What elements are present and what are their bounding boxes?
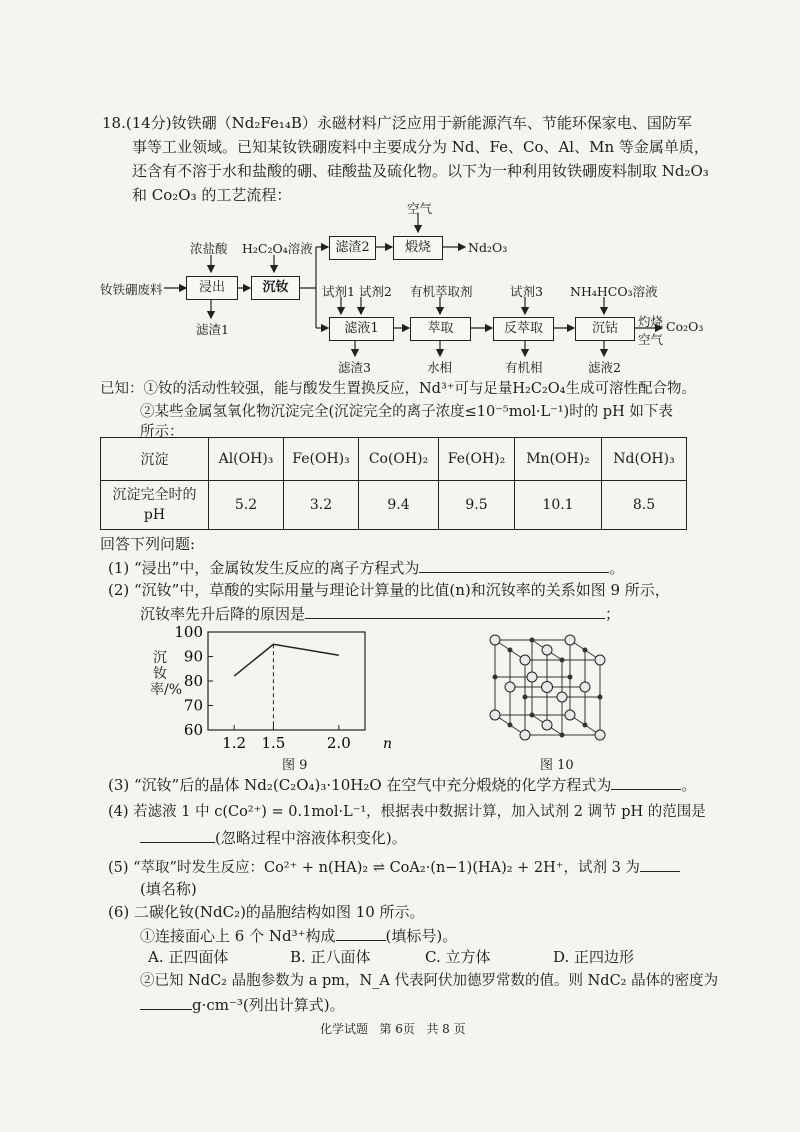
label-nd2o3: Nd₂O₃ <box>468 240 508 255</box>
box-calcine: 煅烧 <box>393 236 443 260</box>
q1-end: 。 <box>609 559 625 577</box>
figure-10-caption: 图 10 <box>540 758 574 773</box>
label-co2o3: Co₂O₃ <box>666 319 704 334</box>
label-residue1: 滤渣1 <box>196 322 229 337</box>
question-5a-text: (5) “萃取”时发生反应：Co²⁺ + n(HA)₂ ⇌ CoA₂·(n−1)(HA)₂ + 2H⁺，试剂 3 为 <box>108 860 640 876</box>
x-tick-label: 2.0 <box>326 734 351 752</box>
row-label-line1: 沉淀完全时的 <box>112 487 197 503</box>
question-6: (6) 二碳化钕(NdC₂)的晶胞结构如图 10 所示。 <box>108 903 425 921</box>
answer-blank[interactable] <box>419 556 609 573</box>
question-1-text: (1) “浸出”中，金属钕发生反应的离子方程式为 <box>108 559 420 577</box>
x-tick-label: 1.2 <box>222 734 247 752</box>
box-filtrate1: 滤液1 <box>329 317 394 341</box>
label-conc-hcl: 浓盐酸 <box>190 241 228 256</box>
table-header-cell: Mn(OH)₂ <box>515 438 602 481</box>
answer-blank[interactable] <box>305 602 605 619</box>
question-6b: ②已知 NdC₂ 晶胞参数为 a pm，N_A 代表阿伏加德罗常数的值。则 NdC₂ 晶体的密度为 <box>140 973 719 989</box>
ph-table <box>100 437 687 530</box>
questions-intro: 回答下列问题: <box>100 535 196 553</box>
label-organic: 有机相 <box>505 360 543 375</box>
label-reagents12: 试剂1 试剂2 <box>322 284 392 299</box>
question-6c <box>140 993 345 1016</box>
label-burn: 灼烧 <box>638 314 664 329</box>
figure-10-crystal-cell <box>475 620 635 755</box>
table-header-cell: Co(OH)₂ <box>359 438 439 481</box>
table-header-cell: Fe(OH)₃ <box>284 438 359 481</box>
question-2a: (2) “沉钕”中，草酸的实际用量与理论计算量的比值(n)和沉钕率的关系如图 9 所示， <box>108 581 670 599</box>
option-d[interactable]: D. 正四边形 <box>553 948 635 966</box>
known-1: 已知：①钕的活动性较强，能与酸发生置换反应，Nd³⁺可与足量H₂C₂O₄生成可溶性配合物。 <box>100 381 696 397</box>
box-leach: 浸出 <box>186 276 238 300</box>
y-tick-label: 90 <box>183 647 203 666</box>
question-3-text: (3) “沉钕”后的晶体 Nd₂(C₂O₄)₃·10H₂O 在空气中充分煅烧的化学方程式为 <box>108 776 612 794</box>
table-cell: 8.5 <box>602 481 687 530</box>
option-b[interactable]: B. 正八面体 <box>290 948 371 966</box>
question-5a <box>108 855 680 879</box>
answer-blank[interactable] <box>640 855 680 872</box>
table-header-cell: Al(OH)₃ <box>209 438 284 481</box>
box-extraction: 萃取 <box>410 317 471 341</box>
series-line <box>234 644 339 676</box>
nd-atoms <box>490 635 605 740</box>
box-residue2: 滤渣2 <box>329 236 376 260</box>
x-axis-label: n <box>383 736 393 752</box>
table-cell: 9.4 <box>359 481 439 530</box>
table-row-header <box>101 438 687 481</box>
label-raw-waste: 钕铁硼废料 <box>100 282 163 297</box>
q3-end: 。 <box>681 776 697 794</box>
label-filtrate2: 滤液2 <box>588 360 621 375</box>
row-label-line2: pH <box>143 507 166 523</box>
label-air: 空气 <box>407 201 433 216</box>
q18-line3: 还含有不溶于水和盐酸的硼、硅酸盐及硫化物。以下为一种利用钕铁硼废料制取 Nd₂O₃ <box>132 162 709 180</box>
answer-blank[interactable] <box>140 993 192 1010</box>
question-4b-text: (忽略过程中溶液体积变化)。 <box>215 829 407 847</box>
box-co-precipitation: 沉钴 <box>575 317 635 341</box>
question-2b-text: 沉钕率先升后降的原因是 <box>140 605 306 623</box>
question-4a: (4) 若滤液 1 中 c(Co²⁺) = 0.1mol·L⁻¹，根据表中数据计算，加入试剂 2 调节 pH 的范围是 <box>108 804 706 820</box>
y-tick-label: 100 <box>174 623 203 641</box>
table-header-cell: Nd(OH)₃ <box>602 438 687 481</box>
table-row-label <box>101 481 209 530</box>
label-aqueous: 水相 <box>427 360 453 375</box>
y-axis-label: 沉钕率/% <box>150 650 183 698</box>
table-cell: 5.2 <box>209 481 284 530</box>
label-air2: 空气 <box>638 332 664 347</box>
q18-line1: 18.(14分)钕铁硼（Nd₂Fe₁₄B）永磁材料广泛应用于新能源汽车、节能环保家电、国防军 <box>102 114 692 132</box>
question-1 <box>108 556 624 579</box>
question-5b: (填名称) <box>140 880 197 898</box>
table-row-ph <box>101 481 687 530</box>
known-3: 所示： <box>140 424 184 440</box>
answer-blank[interactable] <box>140 826 215 843</box>
y-tick-label: 80 <box>183 672 203 690</box>
y-tick-label: 60 <box>183 721 203 739</box>
question-6a-text: ①连接面心上 6 个 Nd³⁺构成 <box>140 927 336 945</box>
label-oxalic-acid: H₂C₂O₄溶液 <box>242 241 313 256</box>
table-header-cell: 沉淀 <box>101 438 209 481</box>
question-6a-tail: (填标号)。 <box>385 927 458 945</box>
answer-blank[interactable] <box>611 773 681 790</box>
question-6a <box>140 924 457 947</box>
q2-end: ； <box>605 605 621 623</box>
table-cell: 10.1 <box>515 481 602 530</box>
label-org-extractant: 有机萃取剂 <box>410 284 473 299</box>
table-header-cell: Fe(OH)₂ <box>439 438 515 481</box>
q18-line4: 和 Co₂O₃ 的工艺流程： <box>132 186 292 204</box>
figure-9-chart <box>150 620 400 770</box>
box-nd-precipitation: 沉钕 <box>251 276 300 300</box>
figure-9-caption: 图 9 <box>282 758 308 773</box>
question-4b <box>140 826 407 849</box>
question-6c-text: g·cm⁻³(列出计算式)。 <box>192 996 345 1014</box>
known-2: ②某些金属氢氧化物沉淀完全(沉淀完全的离子浓度≤10⁻⁵mol·L⁻¹)时的 pH 如下表 <box>140 404 673 420</box>
page-footer: 化学试题 第 6页 共 8 页 <box>320 1022 466 1036</box>
table-cell: 9.5 <box>439 481 515 530</box>
question-3 <box>108 773 696 796</box>
label-nh4hco3: NH₄HCO₃溶液 <box>570 284 658 299</box>
answer-blank[interactable] <box>336 924 386 941</box>
table-cell: 3.2 <box>284 481 359 530</box>
label-residue3: 滤渣3 <box>338 360 371 375</box>
option-c[interactable]: C. 立方体 <box>425 948 491 966</box>
option-a[interactable]: A. 正四面体 <box>148 948 229 966</box>
q18-line2: 事等工业领域。已知某钕铁硼废料中主要成分为 Nd、Fe、Co、Al、Mn 等金属单质， <box>132 138 709 156</box>
label-reagent3: 试剂3 <box>510 284 543 299</box>
box-back-extraction: 反萃取 <box>493 317 554 341</box>
x-tick-label: 1.5 <box>261 734 286 752</box>
y-tick-label: 70 <box>183 696 203 715</box>
